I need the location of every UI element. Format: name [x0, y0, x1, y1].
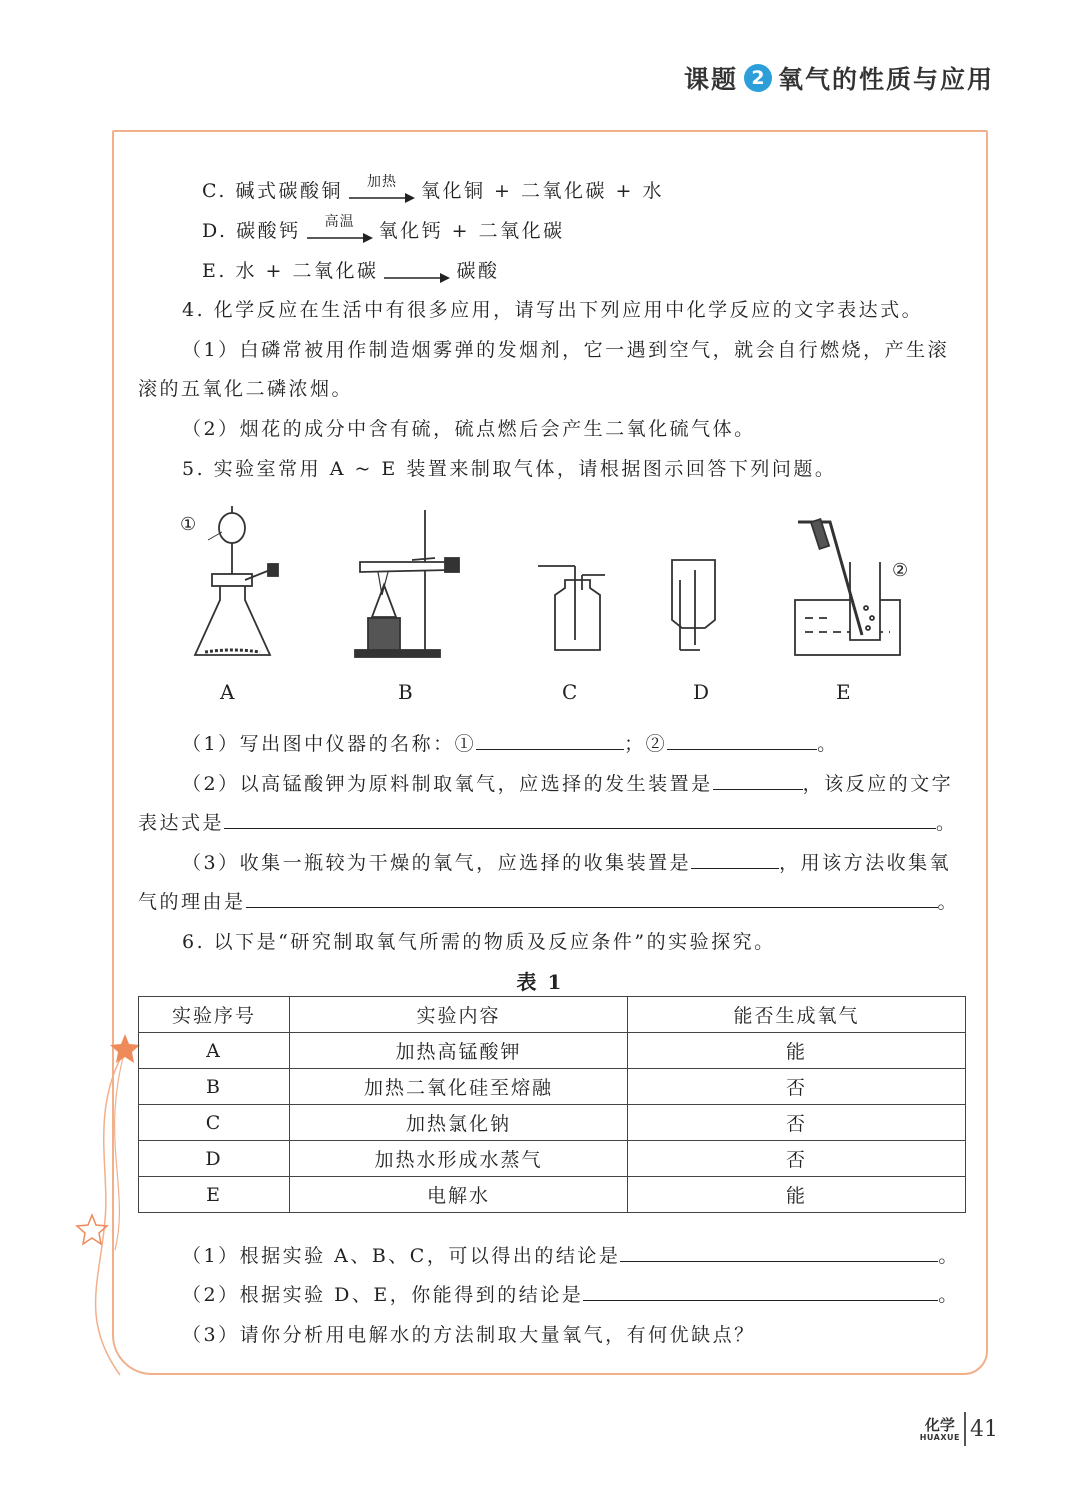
q5-2-text3: 表达式是: [138, 812, 225, 834]
apparatus-label-a: A: [220, 680, 235, 704]
arrow-icon: [384, 271, 450, 283]
q5-3-text: （3）收集一瓶较为干燥的氧气，应选择的收集装置是: [182, 852, 692, 874]
apparatus-a: [195, 506, 278, 655]
q5-3-end: 。: [937, 891, 960, 913]
equation-d-products: 氧化钙 + 二氧化碳: [378, 220, 565, 242]
answer-blank[interactable]: [583, 1282, 938, 1301]
equation-c-products: 氧化铜 + 二氧化碳 + 水: [420, 180, 664, 202]
apparatus-label-b: B: [398, 680, 413, 704]
table-row: [139, 1105, 966, 1141]
table-cell: 加热水形成水蒸气: [290, 1141, 628, 1177]
q6-1-text: （1）根据实验 A、B、C，可以得出的结论是: [182, 1245, 621, 1267]
table-cell: 否: [628, 1069, 966, 1105]
arrow-icon: [349, 174, 415, 203]
table-row: [139, 1069, 966, 1105]
condition-heat: 加热: [366, 174, 397, 190]
answer-blank[interactable]: [667, 731, 817, 750]
answer-blank[interactable]: [224, 810, 936, 829]
apparatus-label-c: C: [562, 680, 578, 704]
q6-1-end: 。: [938, 1245, 960, 1267]
table-row: [139, 1141, 966, 1177]
answer-blank[interactable]: [620, 1243, 938, 1262]
question-4-2: （2）烟花的成分中含有硫，硫点燃后会产生二氧化硫气体。: [182, 418, 756, 440]
page-header: [684, 60, 994, 96]
table-cell: 加热高锰酸钾: [290, 1033, 628, 1069]
question-5-1: [182, 729, 839, 756]
table-caption: 表 1: [516, 970, 564, 994]
apparatus-label-e: E: [836, 680, 851, 704]
answer-blank[interactable]: [476, 731, 624, 750]
answer-blank[interactable]: [246, 889, 938, 908]
question-5-3-line2: [138, 887, 959, 914]
q5-2-text2: ，该反应的文字: [802, 773, 954, 795]
table-cell: 电解水: [290, 1177, 628, 1213]
equation-e-product: 碳酸: [456, 260, 500, 282]
column-header: 能否生成氧气: [628, 997, 966, 1033]
q5-1-end: 。: [817, 733, 839, 755]
header-title: 氧气的性质与应用: [777, 65, 994, 94]
q5-2-text: （2）以高锰酸钾为原料制取氧气，应选择的发生装置是: [182, 773, 713, 795]
apparatus-c: [538, 566, 605, 650]
equation-c-reactant: C. 碱式碳酸铜: [202, 180, 343, 202]
q5-1-text: （1）写出图中仪器的名称：①: [182, 733, 477, 755]
table-cell: E: [139, 1177, 290, 1213]
q5-2-end: 。: [936, 812, 958, 834]
question-4-1-line1: （1）白磷常被用作制造烟雾弹的发烟剂，它一遇到空气，就会自行燃烧，产生滚: [182, 339, 950, 361]
question-5-3-line1: [182, 848, 951, 875]
equation-d-reactant: D. 碳酸钙: [202, 220, 301, 242]
equation-c: [202, 176, 664, 203]
answer-blank[interactable]: [691, 850, 779, 869]
apparatus-d: [672, 560, 715, 650]
page-number: 41: [970, 1416, 998, 1442]
answer-blank[interactable]: [713, 771, 803, 790]
experiment-table: [138, 996, 966, 1213]
question-6: 6. 以下是“研究制取氧气所需的物质及反应条件”的实验探究。: [182, 931, 776, 953]
apparatus-label-d: D: [693, 680, 710, 704]
lesson-number-badge: 2: [744, 64, 772, 92]
question-6-2: [182, 1280, 960, 1307]
apparatus-figure: [150, 500, 930, 710]
condition-high-temp: 高温: [324, 214, 355, 230]
subject-logo: [920, 1417, 960, 1442]
decorative-stars: [70, 1020, 140, 1400]
question-5-2-line2: [138, 808, 958, 835]
q5-3-text3: 气的理由是: [138, 891, 246, 913]
table-row: [139, 1033, 966, 1069]
equation-d: [202, 216, 565, 243]
star-icon: [110, 1034, 140, 1063]
table-cell: 加热二氧化硅至熔融: [290, 1069, 628, 1105]
q5-3-text2: ，用该方法收集氧: [779, 852, 952, 874]
table-cell: C: [139, 1105, 290, 1141]
table-row: [139, 1177, 966, 1213]
table-cell: 否: [628, 1105, 966, 1141]
apparatus-b: [355, 510, 459, 657]
table-cell: 加热氯化钠: [290, 1105, 628, 1141]
q6-2-end: 。: [938, 1284, 960, 1306]
label-marker-2: ②: [892, 560, 909, 581]
question-5-2-line1: [182, 769, 953, 796]
table-cell: B: [139, 1069, 290, 1105]
table-cell: 否: [628, 1141, 966, 1177]
column-header: 实验内容: [290, 997, 628, 1033]
question-5: 5. 实验室常用 A ~ E 装置来制取气体，请根据图示回答下列问题。: [182, 458, 837, 480]
question-4: 4. 化学反应在生活中有很多应用，请写出下列应用中化学反应的文字表达式。: [182, 299, 924, 321]
table-cell: D: [139, 1141, 290, 1177]
question-6-1: [182, 1241, 960, 1268]
table-cell: A: [139, 1033, 290, 1069]
footer-divider: [964, 1412, 966, 1446]
table-cell: 能: [628, 1033, 966, 1069]
q5-1-text2: ；②: [624, 733, 668, 755]
header-prefix: 课题: [683, 65, 738, 94]
table-cell: 能: [628, 1177, 966, 1213]
apparatus-e: [795, 519, 900, 655]
question-6-3: （3）请你分析用电解水的方法制取大量氧气，有何优缺点？: [182, 1324, 756, 1346]
subject-name: 化学: [924, 1415, 955, 1434]
column-header: 实验序号: [139, 997, 290, 1033]
table-header-row: [139, 997, 966, 1033]
arrow-icon: [307, 214, 373, 243]
label-marker-1: ①: [180, 514, 197, 535]
question-4-1-line2: 滚的五氧化二磷浓烟。: [138, 378, 354, 400]
equation-e: [202, 256, 499, 283]
page-footer: [920, 1412, 998, 1446]
equation-e-reactants: E. 水 + 二氧化碳: [202, 260, 379, 282]
q6-2-text: （2）根据实验 D、E，你能得到的结论是: [182, 1284, 584, 1306]
subject-pinyin: HUAXUE: [919, 1432, 960, 1442]
